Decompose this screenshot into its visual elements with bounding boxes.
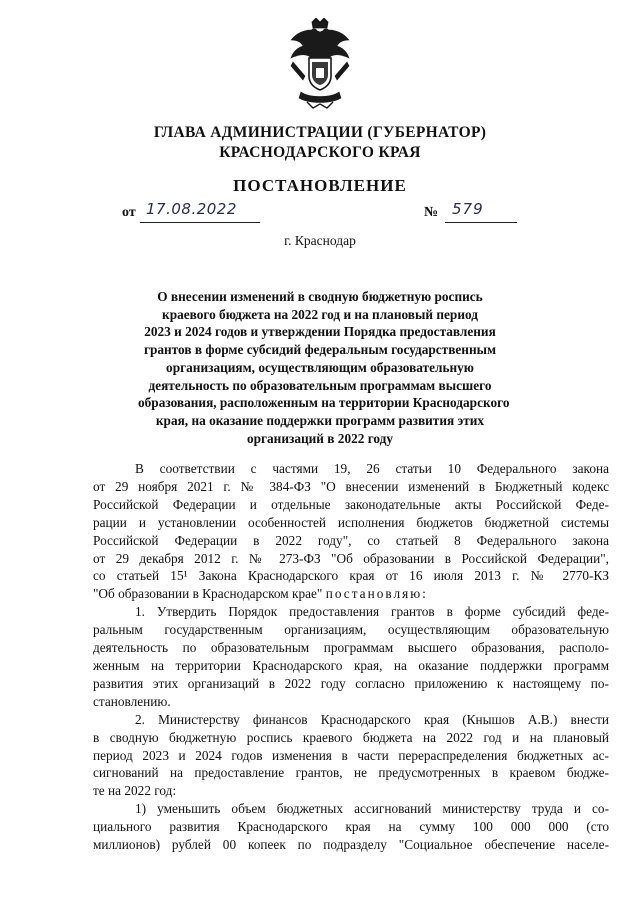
body-line: 1. Утвердить Порядок предоставления грантов в форме субсидий феде-	[135, 604, 609, 620]
paragraph-item-1	[93, 603, 609, 710]
body-line-text: "Об образовании в Краснодарском крае"	[93, 586, 326, 602]
paragraph-preamble	[93, 460, 609, 603]
body-line: рации и установлении особенностей исполнения бюджетов бюджетной системы	[93, 514, 609, 530]
body-line: от 29 ноября 2021 г. № 384-ФЗ "О внесении изменений в Бюджетный кодекс	[93, 478, 609, 494]
number-underline	[445, 222, 517, 223]
body-line: ральным государственным организациям, осуществляющим образовательную	[93, 622, 609, 638]
body-line: со статьей 15¹ Закона Краснодарского края от 16 июля 2013 г. № 2770-КЗ	[93, 568, 609, 584]
body-line	[93, 585, 609, 603]
date-value-handwritten: 17.08.2022	[146, 200, 237, 218]
authority-title-line-1: ГЛАВА АДМИНИСТРАЦИИ (ГУБЕРНАТОР)	[153, 124, 487, 141]
title-line: края, на оказание поддержки программ развития этих	[155, 412, 485, 428]
city-name: г. Краснодар	[284, 233, 356, 248]
body-line: 1) уменьшить объем бюджетных ассигнований министерству труда и со-	[135, 801, 609, 817]
coat-of-arms-emblem	[283, 18, 357, 110]
number-label: №	[424, 205, 439, 220]
body-line: от 29 декабря 2012 г. № 273-ФЗ "Об образовании в Российской Федерации",	[93, 550, 609, 566]
body-line: циального развития Краснодарского края на сумму 100 000 000 (сто	[93, 819, 609, 835]
body-line: миллионов) рублей 00 копеек по подразделу "Социальное обеспечение населе-	[93, 837, 609, 853]
body-line: сигнований на предоставление грантов, не предусмотренных в краевом бюдже-	[93, 765, 609, 781]
paragraph-subitem-1	[93, 800, 609, 854]
paragraph-item-2	[93, 711, 609, 801]
document-body	[93, 460, 609, 854]
body-line: те на 2022 год:	[93, 783, 177, 799]
date-underline	[140, 222, 260, 223]
body-line: В соответствии с частями 19, 26 статьи 10 Федерального закона	[135, 461, 609, 476]
body-line: Российской Федерации в 2022 году", со статьей 8 Федерального закона	[93, 532, 609, 548]
body-line: Российской Федерации и отдельные законодательные акты Российской Феде-	[93, 496, 609, 512]
title-line: организациям, осуществляющим образовательную	[166, 359, 474, 375]
title-line: образования, расположенным на территории Краснодарского	[138, 395, 510, 411]
title-line: организаций в 2022 году	[246, 430, 394, 446]
document-title	[138, 288, 510, 447]
title-line: О внесении изменений в сводную бюджетную роспись	[157, 289, 483, 304]
body-line: деятельность по образовательным программам высшего образования, располо-	[93, 640, 609, 656]
date-label: от	[122, 205, 136, 220]
title-line: деятельность по образовательным программам высшего	[148, 377, 492, 393]
title-line: 2023 и 2024 годов и утверждении Порядка предоставления	[144, 324, 496, 340]
document-number-handwritten: 579	[452, 200, 484, 218]
document-type-heading: ПОСТАНОВЛЕНИЕ	[233, 176, 407, 195]
body-line: женным на территории Краснодарского края, на оказание поддержки программ	[93, 657, 609, 673]
title-line: грантов в форме субсидий федеральным государственным	[143, 342, 497, 358]
body-line: становлению.	[93, 693, 171, 709]
body-line: 2. Министерству финансов Краснодарского края (Кнышов А.В.) внести	[135, 711, 609, 727]
authority-title-line-2: КРАСНОДАРСКОГО КРАЯ	[219, 144, 421, 161]
body-line: развития этих организаций в 2022 году согласно приложению к настоящему по-	[93, 675, 609, 691]
resolution-word: постановляю:	[325, 586, 428, 602]
body-line: период 2023 и 2024 годов изменения в части перераспределения бюджетных ас-	[93, 747, 609, 763]
title-line: краевого бюджета на 2022 год и на плановый период	[162, 306, 478, 322]
body-line: в сводную бюджетную роспись краевого бюджета на 2022 год и на плановый	[93, 729, 609, 745]
